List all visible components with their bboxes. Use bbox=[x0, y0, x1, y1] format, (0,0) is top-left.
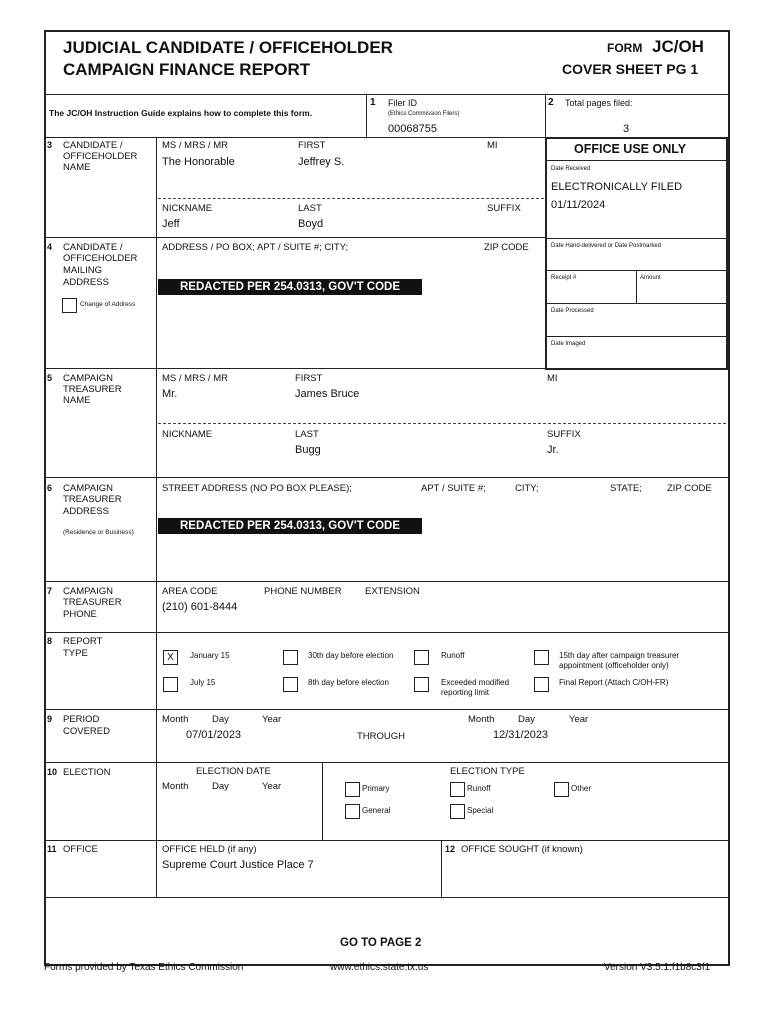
treasurer-suffix-label: SUFFIX bbox=[547, 429, 581, 440]
treasurer-suffix: Jr. bbox=[547, 444, 559, 456]
treasurer-address-redacted: REDACTED PER 254.0313, GOV'T CODE bbox=[158, 518, 422, 534]
office-use-line4 bbox=[546, 303, 726, 304]
period-label-2: COVERED bbox=[63, 726, 110, 737]
jul15-label: July 15 bbox=[190, 678, 216, 687]
period-to-month-label: Month bbox=[468, 714, 495, 725]
final-report-checkbox[interactable] bbox=[534, 677, 549, 692]
treasurer-first-label: FIRST bbox=[295, 373, 323, 384]
candidate-mi-label: MI bbox=[487, 140, 498, 151]
footer-provided: Forms provided by Texas Ethics Commission bbox=[44, 962, 244, 973]
receipt-label: Receipt # bbox=[551, 275, 577, 281]
treasurer-street-label: STREET ADDRESS (NO PO BOX PLEASE); bbox=[162, 483, 352, 494]
period-through: THROUGH bbox=[357, 731, 406, 742]
treasurer-address-label-3: ADDRESS bbox=[63, 506, 109, 517]
candidate-label-2: OFFICEHOLDER bbox=[63, 151, 138, 162]
treasurer-first: James Bruce bbox=[295, 388, 360, 400]
pages-value: 3 bbox=[623, 123, 630, 135]
period-from-month-label: Month bbox=[162, 714, 189, 725]
candidate-last-label: LAST bbox=[298, 203, 322, 214]
period-num: 9 bbox=[47, 714, 53, 724]
candidate-first: Jeffrey S. bbox=[298, 156, 345, 168]
form-title-line1: JUDICIAL CANDIDATE / OFFICEHOLDER bbox=[63, 38, 393, 57]
phone-number-label: PHONE NUMBER bbox=[264, 586, 342, 597]
phone-label-3: PHONE bbox=[63, 609, 97, 620]
8day-checkbox[interactable] bbox=[283, 677, 298, 692]
exceeded-label-2: reporting limit bbox=[441, 688, 490, 697]
treasurer-label-3: NAME bbox=[63, 395, 91, 406]
30day-label: 30th day before election bbox=[308, 651, 394, 660]
treasurer-last: Bugg bbox=[295, 444, 321, 456]
form-title-line2: CAMPAIGN FINANCE REPORT bbox=[63, 60, 311, 79]
period-to-day-label: Day bbox=[518, 714, 535, 725]
office-held-label: OFFICE HELD (if any) bbox=[162, 844, 257, 855]
period-from-year-label: Year bbox=[262, 714, 282, 725]
form-word: FORM bbox=[607, 41, 643, 55]
30day-checkbox[interactable] bbox=[283, 650, 298, 665]
period-to-date: 12/31/2023 bbox=[493, 729, 549, 741]
cover-sheet-label: COVER SHEET PG 1 bbox=[562, 61, 699, 77]
pages-label: Total pages filed: bbox=[565, 98, 633, 108]
filer-id-label: Filer ID bbox=[388, 98, 417, 108]
exceeded-checkbox[interactable] bbox=[414, 677, 429, 692]
address-redacted: REDACTED PER 254.0313, GOV'T CODE bbox=[158, 279, 422, 295]
candidate-dashed-line bbox=[158, 198, 544, 199]
treasurer-label-2: TREASURER bbox=[63, 384, 122, 395]
treasurer-zip-label: ZIP CODE bbox=[667, 483, 712, 494]
address-num: 4 bbox=[47, 242, 53, 252]
phone-label-2: TREASURER bbox=[63, 597, 122, 608]
address-zip-label: ZIP CODE bbox=[484, 242, 529, 253]
special-checkbox[interactable] bbox=[450, 804, 465, 819]
change-of-address-label: Change of Address bbox=[80, 301, 136, 308]
jan15-checkbox[interactable]: X bbox=[163, 650, 178, 665]
row1-divider-a bbox=[366, 94, 367, 138]
section3-bottom bbox=[44, 237, 546, 238]
office-divider bbox=[441, 840, 442, 897]
treasurer-address-sub: (Residence or Business) bbox=[63, 529, 134, 536]
footer-url: www.ethics.state.tx.us bbox=[330, 962, 429, 973]
footer-version: Version V3.5.1.f1b8c3f1 bbox=[604, 962, 711, 973]
office-num: 11 bbox=[47, 844, 57, 854]
treasurer-address-label-1: CAMPAIGN bbox=[63, 483, 113, 494]
candidate-num: 3 bbox=[47, 140, 53, 150]
general-label: General bbox=[362, 806, 391, 815]
other-label: Other bbox=[571, 784, 592, 793]
office-held-value: Supreme Court Justice Place 7 bbox=[162, 859, 314, 871]
hand-delivered-label: Date Hand-delivered or Date Postmarked bbox=[551, 243, 662, 249]
runoff-report-label: Runoff bbox=[441, 651, 465, 660]
candidate-nickname-label: NICKNAME bbox=[162, 203, 213, 214]
office-sought-num: 12 bbox=[445, 844, 456, 854]
section10-bottom bbox=[44, 840, 728, 841]
candidate-label-1: CANDIDATE / bbox=[63, 140, 123, 151]
section6-bottom bbox=[44, 581, 728, 582]
phone-extension-label: EXTENSION bbox=[365, 586, 420, 597]
runoff-report-checkbox[interactable] bbox=[414, 650, 429, 665]
address-label-3: MAILING bbox=[63, 265, 103, 276]
office-use-line2 bbox=[546, 238, 726, 239]
office-sought-label: OFFICE SOUGHT (if known) bbox=[461, 844, 583, 855]
section5-bottom bbox=[44, 477, 728, 478]
primary-checkbox[interactable] bbox=[345, 782, 360, 797]
treasurer-address-label-2: TREASURER bbox=[63, 494, 122, 505]
exceeded-label-1: Exceeded modified bbox=[441, 678, 510, 687]
electronically-filed: ELECTRONICALLY FILED bbox=[551, 181, 683, 193]
15day-label-1: 15th day after campaign treasurer bbox=[559, 651, 680, 660]
treasurer-prefix: Mr. bbox=[162, 388, 178, 400]
8day-label: 8th day before election bbox=[308, 678, 389, 687]
other-checkbox[interactable] bbox=[554, 782, 569, 797]
filer-id-num: 1 bbox=[370, 97, 376, 108]
phone-num: 7 bbox=[47, 586, 53, 596]
section4-bottom bbox=[44, 368, 728, 369]
office-use-vline bbox=[636, 270, 637, 303]
election-num: 10 bbox=[47, 767, 58, 777]
office-label: OFFICE bbox=[63, 844, 98, 855]
treasurer-prefix-label: MS / MRS / MR bbox=[162, 373, 228, 384]
15day-label-2: appointment (officeholder only) bbox=[559, 661, 669, 670]
section11-bottom bbox=[44, 897, 728, 898]
filer-id-sub: (Ethics Commission Filers) bbox=[388, 111, 460, 117]
runoff-election-checkbox[interactable] bbox=[450, 782, 465, 797]
section9-bottom bbox=[44, 762, 728, 763]
period-from-day-label: Day bbox=[212, 714, 229, 725]
election-year-label: Year bbox=[262, 781, 282, 792]
election-date-label: ELECTION DATE bbox=[196, 766, 271, 777]
phone-value: (210) 601-8444 bbox=[162, 601, 238, 613]
jul15-checkbox[interactable] bbox=[163, 677, 178, 692]
special-label: Special bbox=[467, 806, 494, 815]
candidate-nickname: Jeff bbox=[162, 218, 180, 230]
filer-id-value: 00068755 bbox=[388, 123, 437, 135]
label-column-divider bbox=[156, 137, 157, 897]
candidate-suffix-label: SUFFIX bbox=[487, 203, 521, 214]
period-label-1: PERIOD bbox=[63, 714, 100, 725]
address-label-4: ADDRESS bbox=[63, 277, 109, 288]
address-label-2: OFFICEHOLDER bbox=[63, 253, 138, 264]
header-divider bbox=[44, 94, 728, 95]
address-label-1: CANDIDATE / bbox=[63, 242, 123, 253]
date-received-label: Date Received bbox=[551, 166, 591, 172]
treasurer-num: 5 bbox=[47, 373, 53, 383]
candidate-prefix-label: MS / MRS / MR bbox=[162, 140, 228, 151]
candidate-first-label: FIRST bbox=[298, 140, 326, 151]
address-fields-label: ADDRESS / PO BOX; APT / SUITE #; CITY; bbox=[162, 242, 349, 253]
treasurer-state-label: STATE; bbox=[610, 483, 642, 494]
date-received-value: 01/11/2024 bbox=[551, 199, 606, 211]
phone-area-label: AREA CODE bbox=[162, 586, 218, 597]
amount-label: Amount bbox=[640, 275, 661, 281]
15day-checkbox[interactable] bbox=[534, 650, 549, 665]
section8-bottom bbox=[44, 709, 728, 710]
go-to-page-2: GO TO PAGE 2 bbox=[340, 937, 422, 949]
report-type-label-1: REPORT bbox=[63, 636, 103, 647]
change-of-address-checkbox[interactable] bbox=[62, 298, 77, 313]
treasurer-address-num: 6 bbox=[47, 483, 53, 493]
office-use-line1 bbox=[546, 160, 726, 161]
date-processed-label: Date Processed bbox=[551, 308, 594, 314]
jan15-label: January 15 bbox=[190, 651, 230, 660]
period-from-date: 07/01/2023 bbox=[186, 729, 242, 741]
candidate-prefix: The Honorable bbox=[162, 156, 235, 168]
date-imaged-label: Date Imaged bbox=[551, 341, 586, 347]
treasurer-city-label: CITY; bbox=[515, 483, 539, 494]
pages-num: 2 bbox=[548, 97, 554, 108]
election-divider bbox=[322, 762, 323, 840]
candidate-label-3: NAME bbox=[63, 162, 91, 173]
office-use-line5 bbox=[546, 336, 726, 337]
election-day-label: Day bbox=[212, 781, 229, 792]
primary-label: Primary bbox=[362, 784, 390, 793]
row1-divider-b bbox=[545, 94, 546, 138]
treasurer-nickname-label: NICKNAME bbox=[162, 429, 213, 440]
row1-bottom-left bbox=[44, 137, 546, 138]
runoff-election-label: Runoff bbox=[467, 784, 491, 793]
treasurer-dashed-line bbox=[158, 423, 726, 424]
general-checkbox[interactable] bbox=[345, 804, 360, 819]
treasurer-mi-label: MI bbox=[547, 373, 558, 384]
form-code: JC/OH bbox=[652, 37, 704, 56]
treasurer-label-1: CAMPAIGN bbox=[63, 373, 113, 384]
treasurer-apt-label: APT / SUITE #; bbox=[421, 483, 486, 494]
period-to-year-label: Year bbox=[569, 714, 589, 725]
candidate-last: Boyd bbox=[298, 218, 324, 230]
report-type-num: 8 bbox=[47, 636, 53, 646]
phone-label-1: CAMPAIGN bbox=[63, 586, 113, 597]
office-use-title: OFFICE USE ONLY bbox=[574, 142, 687, 156]
section7-bottom bbox=[44, 632, 728, 633]
report-type-label-2: TYPE bbox=[63, 648, 88, 659]
election-type-label: ELECTION TYPE bbox=[450, 766, 525, 777]
treasurer-last-label: LAST bbox=[295, 429, 319, 440]
election-label: ELECTION bbox=[63, 767, 111, 778]
final-report-label: Final Report (Attach C/OH-FR) bbox=[559, 678, 669, 687]
instruction-guide-text: The JC/OH Instruction Guide explains how to complete this form. bbox=[49, 108, 313, 118]
election-month-label: Month bbox=[162, 781, 189, 792]
